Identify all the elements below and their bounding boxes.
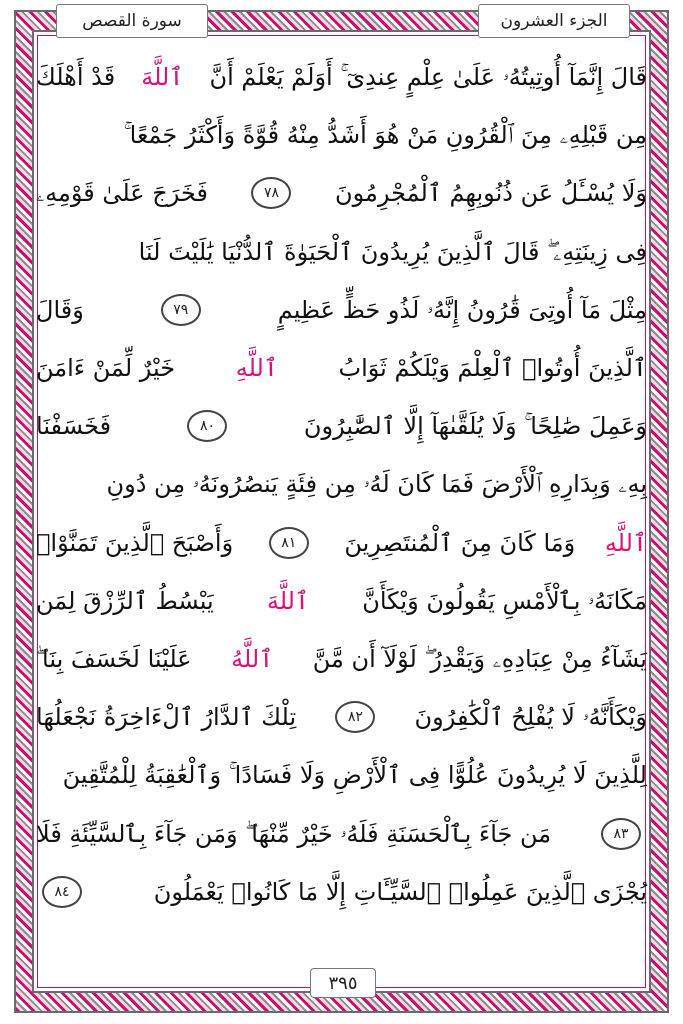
verse-text: مَكَانَهُۥ بِٱلْأَمْسِ يَقُولُونَ وَيْكَأَنَّ: [362, 586, 647, 615]
quran-text-area: [36, 48, 647, 964]
verse-text: ٱلَّذِينَ أُوتُوا۟ ٱلْعِلْمَ وَيْلَكُمْ ثَوَابُ: [338, 354, 647, 383]
divine-name-text: ٱللَّهِ: [604, 528, 647, 557]
ayah-number-marker: ٨٤: [42, 876, 82, 908]
verse-text: قَدْ أَهْلَكَ: [36, 63, 116, 92]
verse-text: مَن جَآءَ بِٱلْحَسَنَةِ فَلَهُۥ خَيْرٌ مِّنْهَا ۖ وَمَن جَآءَ بِٱلسَّيِّئَةِ فَلَا: [36, 819, 552, 848]
divine-name-text: ٱللَّهَ: [141, 63, 184, 92]
verse-text: خَيْرٌ لِّمَنْ ءَامَنَ: [36, 354, 176, 383]
verse-text: بِهِۦ وَبِدَارِهِ ٱلْأَرْضَ فَمَا كَانَ لَهُۥ مِن فِئَةٍ يَنصُرُونَهُۥ مِن دُونِ: [106, 470, 647, 499]
text-line: [36, 339, 647, 397]
ayah-number-marker: ٨٢: [335, 701, 375, 733]
verse-text: مِثْلَ مَآ أُوتِىَ قَٰرُونُ إِنَّهُۥ لَذُو حَظٍّ عَظِيمٍ: [277, 295, 647, 324]
page-number-box: [310, 968, 376, 998]
text-line: [36, 804, 647, 862]
verse-text: يُجْزَى ٱلَّذِينَ عَمِلُوا۟ ٱلسَّيِّـَٔاتِ إِلَّا مَا كَانُوا۟ يَعْمَلُونَ: [153, 877, 647, 906]
page-number: ٣٩٥: [328, 972, 358, 994]
text-line: [36, 164, 647, 222]
verse-text: فَخَرَجَ عَلَىٰ قَوْمِهِۦ: [36, 179, 208, 208]
juz-label-box: [478, 4, 630, 38]
verse-text: يَبْسُطُ ٱلرِّزْقَ لِمَن: [36, 586, 214, 615]
verse-text: وَعَمِلَ صَٰلِحًا ۚ وَلَا يُلَقَّىٰهَآ إِلَّا ٱلصَّٰبِرُونَ: [303, 412, 647, 441]
surah-label-box: [56, 4, 208, 38]
juz-label: الجزء العشرون: [500, 11, 608, 31]
verse-text: مِن قَبْلِهِۦ مِنَ ٱلْقُرُونِ مَنْ هُوَ أَشَدُّ مِنْهُ قُوَّةً وَأَكْثَرُ جَمْعًا ۚ: [123, 121, 647, 150]
text-line: [36, 688, 647, 746]
ayah-number-marker: ٧٨: [251, 177, 291, 209]
text-line: [36, 746, 647, 804]
ayah-number-marker: ٨٠: [187, 410, 227, 442]
divine-name-text: ٱللَّهَ: [266, 586, 310, 615]
text-line: [36, 455, 647, 513]
text-line: [36, 281, 647, 339]
verse-text: وَلَا يُسْـَٔلُ عَن ذُنُوبِهِمُ ٱلْمُجْرِمُونَ: [334, 179, 647, 208]
verse-text: وَيْكَأَنَّهُۥ لَا يُفْلِحُ ٱلْكَٰفِرُونَ: [414, 703, 647, 732]
verse-text: عَلَيْنَا لَخَسَفَ بِنَا ۖ: [36, 644, 192, 673]
verse-text: قَالَ إِنَّمَآ أُوتِيتُهُۥ عَلَىٰ عِلْمٍ عِندِىٓ ۚ أَوَلَمْ يَعْلَمْ أَنَّ: [209, 63, 647, 92]
text-line: [36, 630, 647, 688]
surah-label: سورة القصص: [82, 11, 182, 31]
verse-text: تِلْكَ ٱلدَّارُ ٱلْءَاخِرَةُ نَجْعَلُهَا: [36, 703, 297, 732]
text-line: [36, 48, 647, 106]
verse-text: لِلَّذِينَ لَا يُرِيدُونَ عُلُوًّا فِى ٱلْأَرْضِ وَلَا فَسَادًا ۚ وَٱلْعَٰقِبَةُ لِلْمُتَّقِينَ: [62, 761, 647, 790]
verse-text: وَقَالَ: [36, 295, 84, 324]
text-line: [36, 106, 647, 164]
text-line: [36, 572, 647, 630]
verse-text: وَمَا كَانَ مِنَ ٱلْمُنتَصِرِينَ: [344, 528, 576, 557]
verse-text: وَأَصْبَحَ ٱلَّذِينَ تَمَنَّوْا۟: [36, 528, 234, 557]
ayah-number-marker: ٨٣: [601, 818, 641, 850]
verse-text: فِى زِينَتِهِۦ ۖ قَالَ ٱلَّذِينَ يُرِيدُونَ ٱلْحَيَوٰةَ ٱلدُّنْيَا يَٰلَيْتَ لَنَا: [138, 237, 647, 266]
text-line: [36, 223, 647, 281]
divine-name-text: ٱللَّهِ: [235, 354, 278, 383]
text-line: [36, 514, 647, 572]
ayah-number-marker: ٨١: [269, 527, 309, 559]
text-line: [36, 397, 647, 455]
text-line: [36, 863, 647, 921]
divine-name-text: ٱللَّهُ: [231, 644, 274, 673]
verse-text: يَشَآءُ مِنْ عِبَادِهِۦ وَيَقْدِرُ ۖ لَوْلَآ أَن مَّنَّ: [312, 644, 647, 673]
verse-text: فَخَسَفْنَا: [36, 412, 112, 441]
ayah-number-marker: ٧٩: [161, 294, 201, 326]
